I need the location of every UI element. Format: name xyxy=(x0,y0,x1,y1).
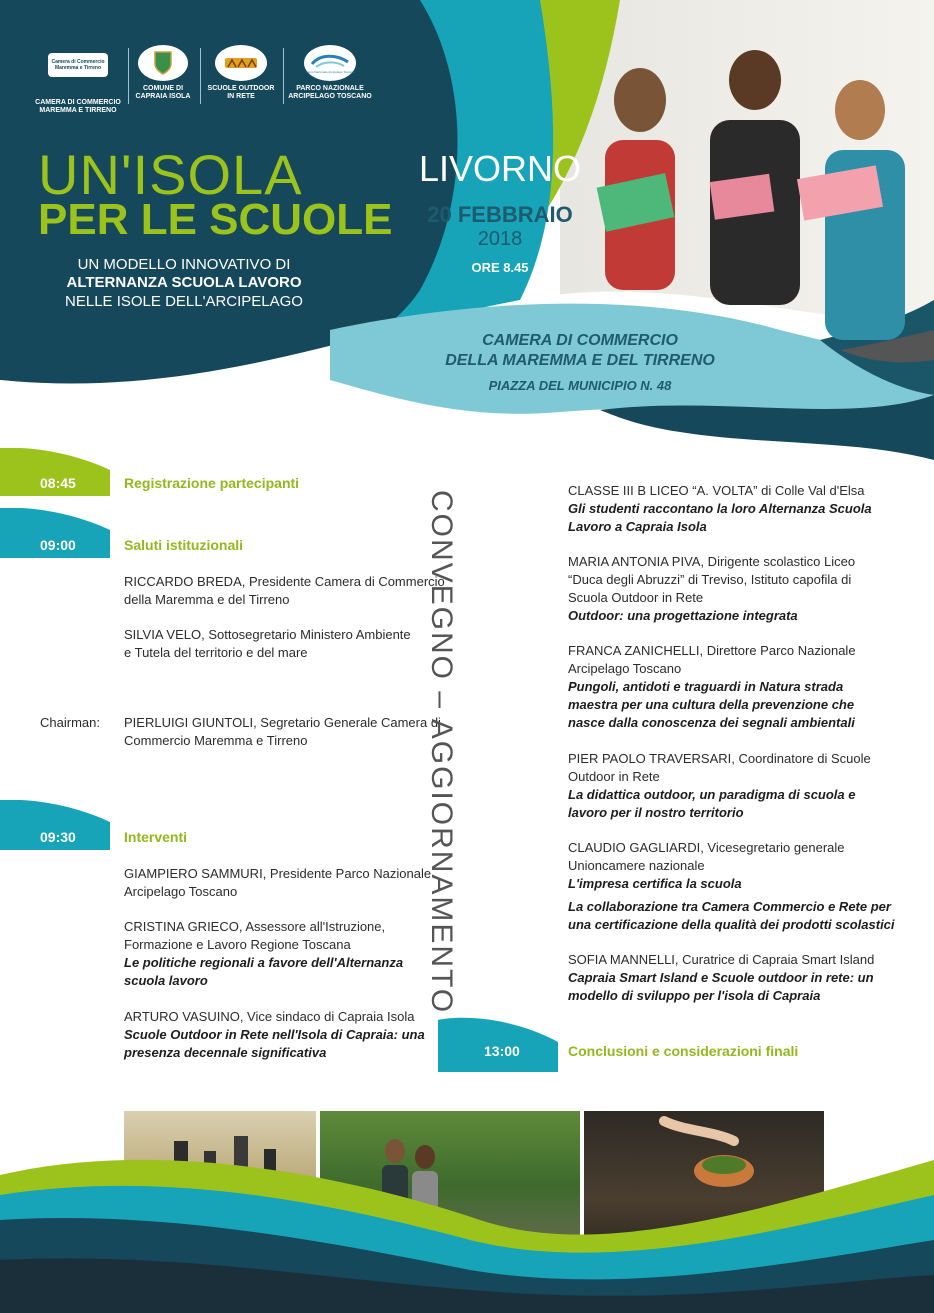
logo-comune-capraia xyxy=(130,45,196,101)
outdoor-schools-logo xyxy=(224,55,258,71)
time-0930: 09:30 xyxy=(40,829,76,845)
time-0845: 08:45 xyxy=(40,475,76,491)
logo-caption: CAPRAIA ISOLA xyxy=(135,93,191,100)
logo-caption: SCUOLE OUTDOOR xyxy=(207,85,275,92)
speaker-role: “Duca degli Abruzzi” di Treviso, Istituto capofila di xyxy=(568,572,852,587)
logo-divider xyxy=(200,48,201,104)
talk-title: L'impresa certifica la scuola xyxy=(568,876,742,891)
speaker-mannelli xyxy=(568,951,908,1005)
speaker-role: , Presidente Parco Nazionale xyxy=(262,866,432,881)
talk-title: presenza decennale significativa xyxy=(124,1045,327,1060)
session-conclusions: Conclusioni e considerazioni finali xyxy=(568,1043,799,1059)
subtitle-line3: NELLE ISOLE DELL'ARCIPELAGO xyxy=(65,293,303,310)
speaker-role: , Presidente Camera di Commercio xyxy=(241,574,445,589)
speaker-name: ARTURO VASUINO xyxy=(124,1009,240,1024)
talk-title: maestra per una cultura della prevenzione che xyxy=(568,697,855,712)
speaker-name: RICCARDO BREDA xyxy=(124,574,242,589)
speaker-role: Arcipelago Toscano xyxy=(568,661,682,676)
speaker-name: CLAUDIO GAGLIARDI xyxy=(568,840,701,855)
event-year: 2018 xyxy=(477,228,523,250)
speaker-giuntoli xyxy=(124,714,454,750)
talk-title: Le politiche regionali a favore dell'Alternanza xyxy=(124,955,404,970)
speaker-name: PIERLUIGI GIUNTOLI xyxy=(124,715,254,730)
speaker-role: , Dirigente scolastico Liceo xyxy=(700,554,856,569)
speaker-role: della Maremma e del Tirreno xyxy=(124,592,290,607)
session-registration: Registrazione partecipanti xyxy=(124,475,300,491)
speaker-velo xyxy=(124,626,454,662)
chamber-commerce-logo: Camera di Commercio Maremma e Tirreno xyxy=(51,59,105,71)
speaker-name: FRANCA ZANICHELLI xyxy=(568,643,700,658)
speaker-role: , Segretario Generale Camera di xyxy=(253,715,441,730)
logo-caption: IN RETE xyxy=(227,93,255,100)
talk-title: scuola lavoro xyxy=(124,973,208,988)
speaker-role: , Vicesegretario generale xyxy=(700,840,845,855)
speaker-name: CRISTINA GRIECO xyxy=(124,919,239,934)
capraia-crest-logo xyxy=(153,50,173,76)
logo-caption: CAMERA DI COMMERCIO xyxy=(35,99,121,106)
logo-divider xyxy=(283,48,284,104)
talk-title: modello di sviluppo per l'isola di Capraia xyxy=(568,988,821,1003)
speaker-role: , Sottosegretario Ministero Ambiente xyxy=(201,627,411,642)
speaker-vasuino xyxy=(124,1008,454,1062)
talk-title: Lavoro a Capraia Isola xyxy=(568,519,707,534)
speaker-role: Arcipelago Toscano xyxy=(124,884,238,899)
event-title-line1: UN'ISOLA xyxy=(38,143,303,206)
speaker-role: , Assessore all'Istruzione, xyxy=(238,919,386,934)
speaker-traversari xyxy=(568,750,908,822)
speaker-role: Scuola Outdoor in Rete xyxy=(568,590,704,605)
speaker-name: SOFIA MANNELLI xyxy=(568,952,675,967)
speaker-name: GIAMPIERO SAMMURI xyxy=(124,866,263,881)
venue-line1: CAMERA DI COMMERCIO xyxy=(482,332,678,349)
talk-title: Pungoli, antidoti e traguardi in Natura strada xyxy=(568,679,844,694)
speaker-name: MARIA ANTONIA PIVA xyxy=(568,554,701,569)
speaker-name: SILVIA VELO xyxy=(124,627,202,642)
event-date: 20 FEBBRAIO xyxy=(427,202,573,227)
logo-caption: COMUNE DI xyxy=(142,85,184,92)
talk-title: nasce dalla conoscenza dei segnali ambientali xyxy=(568,715,855,730)
chairman-label: Chairman: xyxy=(40,715,100,730)
time-0900: 09:00 xyxy=(40,537,76,553)
talk-title: Outdoor: una progettazione integrata xyxy=(568,608,798,623)
speaker-grieco xyxy=(124,918,454,990)
speaker-role: Unioncamere nazionale xyxy=(568,858,705,873)
speaker-role: e Tutela del territorio e del mare xyxy=(124,645,308,660)
event-city: LIVORNO xyxy=(418,148,582,189)
park-logo-text: Parco Nazionale Arcipelago Toscano xyxy=(305,70,355,74)
subtitle-line2: ALTERNANZA SCUOLA LAVORO xyxy=(66,274,302,291)
talk-title: La collaborazione tra Camera Commercio e Rete per xyxy=(568,899,891,914)
event-title-line2: PER LE SCUOLE xyxy=(38,195,393,244)
logo-chamber-of-commerce xyxy=(30,45,126,115)
logo-caption: MAREMMA E TIRRENO xyxy=(39,107,117,114)
talk-title: La didattica outdoor, un paradigma di scuola e xyxy=(568,787,856,802)
speaker-role: , Curatrice di Capraia Smart Island xyxy=(674,952,875,967)
speaker-role: , Direttore Parco Nazionale xyxy=(699,643,856,658)
speaker-role: Outdoor in Rete xyxy=(568,769,660,784)
speaker-name: PIER PAOLO TRAVERSARI xyxy=(568,751,732,766)
logo-parco-nazionale xyxy=(285,45,375,101)
speaker-role: , Coordinatore di Scuole xyxy=(731,751,871,766)
time-1300: 13:00 xyxy=(484,1043,520,1059)
speaker-role: , Vice sindaco di Capraia Isola xyxy=(239,1009,415,1024)
speaker-piva xyxy=(568,553,908,625)
venue-line2: DELLA MAREMMA E DEL TIRRENO xyxy=(445,352,715,369)
session-greetings: Saluti istituzionali xyxy=(124,537,244,553)
logo-divider xyxy=(128,48,129,104)
talk-title: una certificazione della qualità dei prodotti scolastici xyxy=(568,917,895,932)
logo-caption: ARCIPELAGO TOSCANO xyxy=(288,93,372,100)
speaker-role: CLASSE III B LICEO “A. VOLTA” di Colle Val d'Elsa xyxy=(568,483,865,498)
speaker-role: Commercio Maremma e Tirreno xyxy=(124,733,308,748)
event-time: ORE 8.45 xyxy=(471,260,529,275)
talk-title: lavoro per il nostro territorio xyxy=(568,805,744,820)
session-talks: Interventi xyxy=(124,829,188,845)
vertical-label: CONVEGNO – AGGIORNAMENTO xyxy=(425,490,458,1015)
speaker-classe-volta xyxy=(568,482,908,536)
talk-collaboration xyxy=(568,898,918,934)
speaker-zanichelli xyxy=(568,642,908,732)
speaker-role: Formazione e Lavoro Regione Toscana xyxy=(124,937,351,952)
speaker-gagliardi xyxy=(568,839,908,893)
national-park-logo xyxy=(310,52,350,70)
talk-title: Gli studenti raccontano la loro Alternanza Scuola xyxy=(568,501,872,516)
logo-scuole-outdoor xyxy=(203,45,279,101)
subtitle-line1: UN MODELLO INNOVATIVO DI xyxy=(77,256,291,273)
venue-address: PIAZZA DEL MUNICIPIO N. 48 xyxy=(488,378,672,393)
speaker-sammuri xyxy=(124,865,454,901)
talk-title: Scuole Outdoor in Rete nell'Isola di Capraia: una xyxy=(124,1027,425,1042)
talk-title: Capraia Smart Island e Scuole outdoor in rete: un xyxy=(568,970,874,985)
logo-caption: PARCO NAZIONALE xyxy=(296,85,364,92)
footer-waves xyxy=(0,1100,934,1313)
speaker-breda xyxy=(124,573,454,609)
